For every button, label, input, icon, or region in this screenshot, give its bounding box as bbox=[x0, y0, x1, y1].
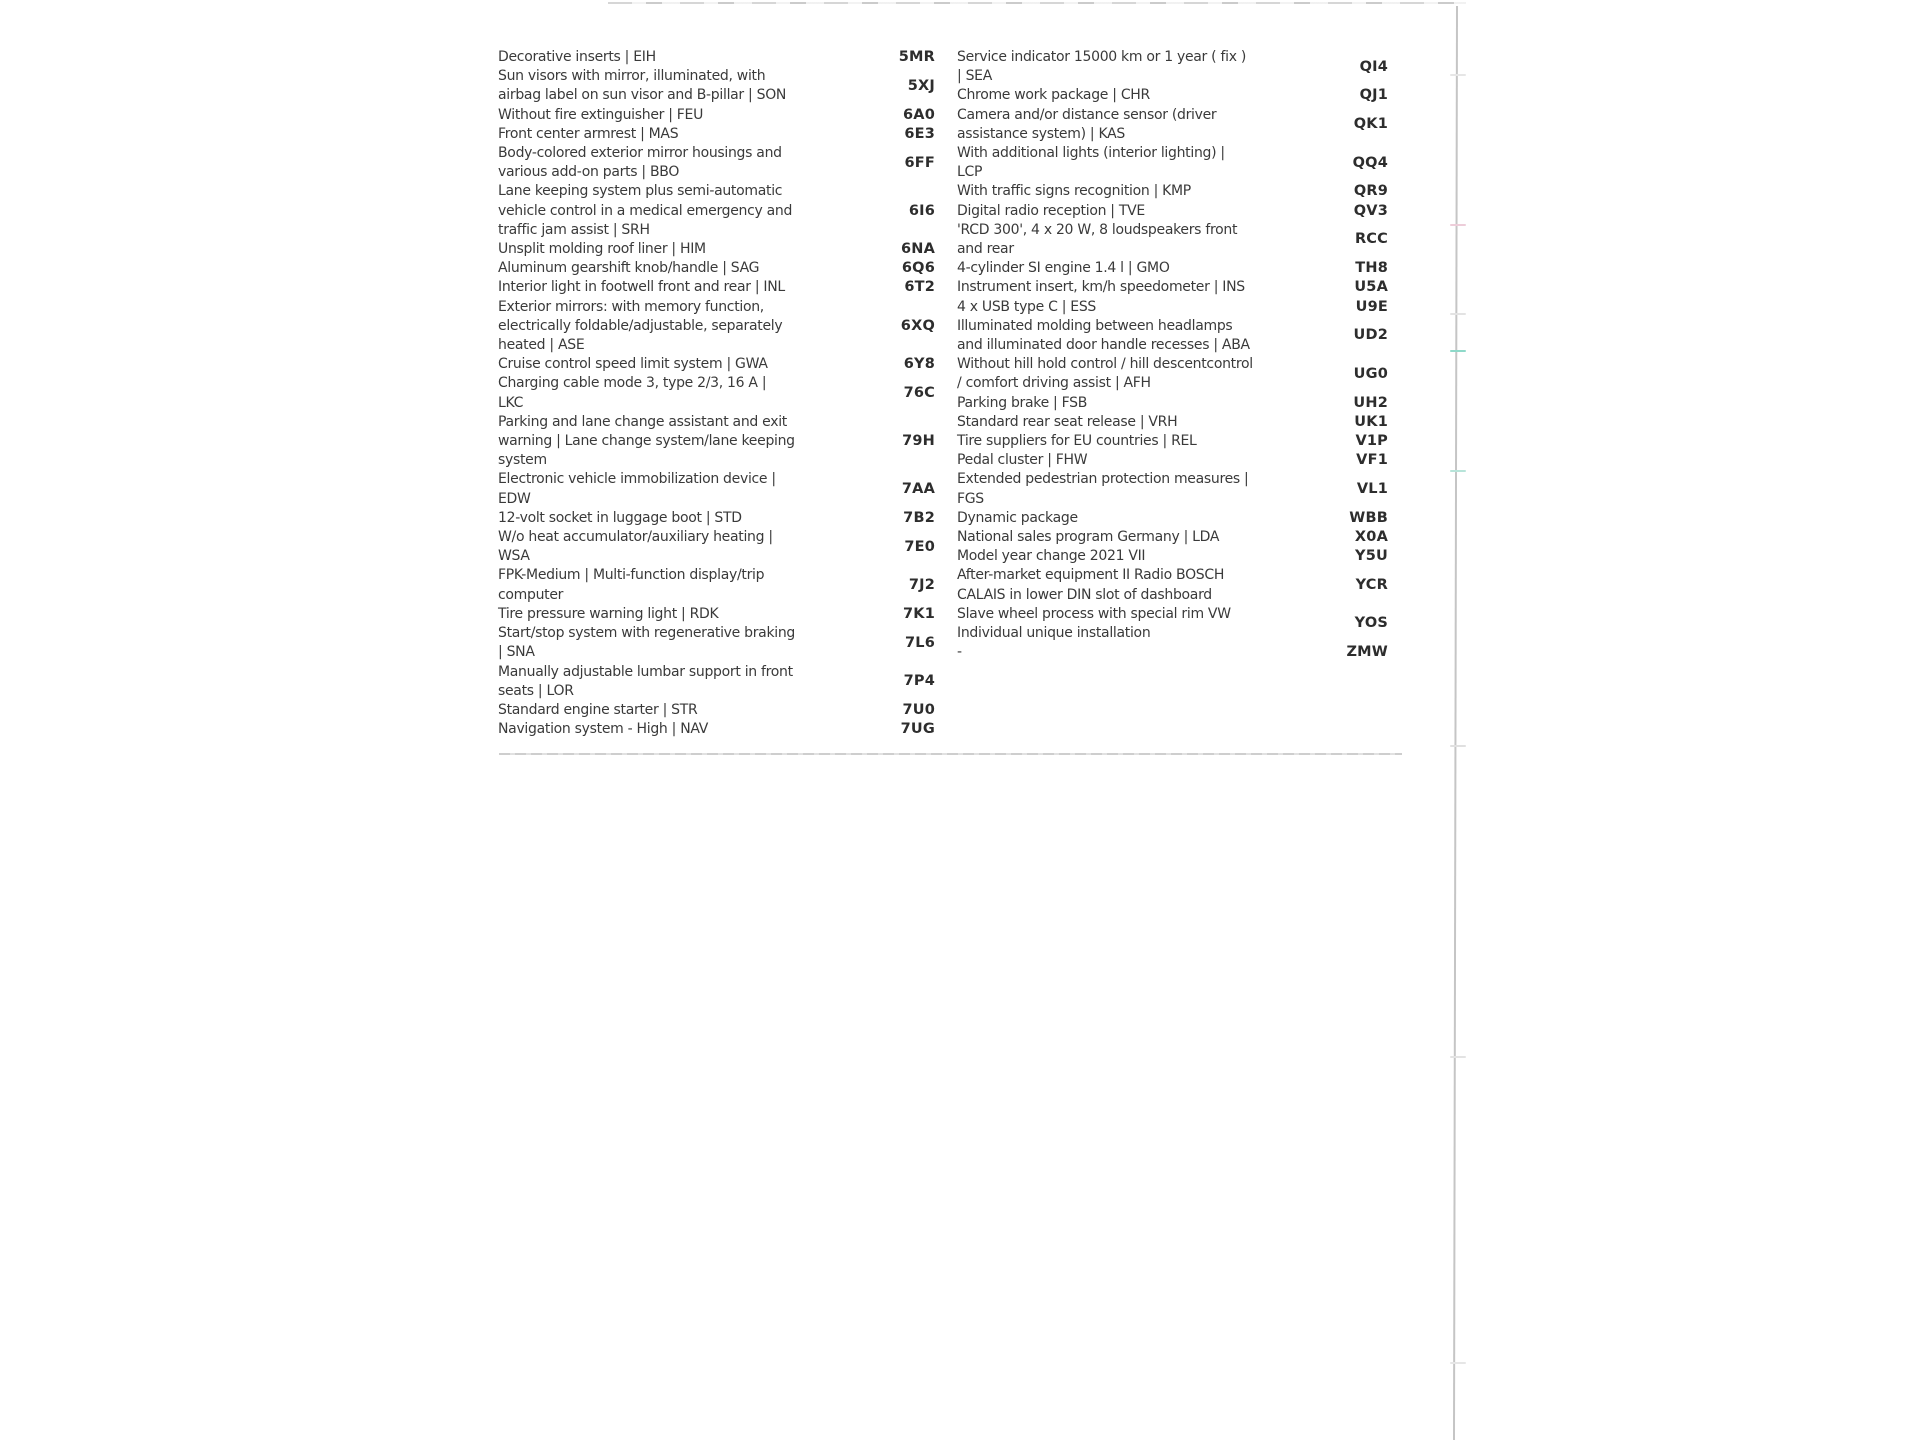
equipment-row bbox=[957, 413, 1388, 432]
equipment-row bbox=[498, 566, 935, 604]
equipment-row bbox=[957, 528, 1388, 547]
option-description-line: and rear bbox=[957, 241, 1014, 258]
option-code: 7P4 bbox=[903, 673, 935, 690]
option-code: UG0 bbox=[1353, 365, 1388, 382]
option-description bbox=[498, 566, 844, 604]
equipment-row bbox=[957, 86, 1388, 105]
equipment-row bbox=[498, 125, 935, 144]
option-code: 5MR bbox=[898, 49, 935, 65]
option-description-line: Pedal cluster | FHW bbox=[957, 452, 1088, 469]
option-description-line: 12-volt socket in luggage boot | STD bbox=[498, 509, 742, 526]
option-code: U5A bbox=[1354, 279, 1388, 296]
option-code: TH8 bbox=[1355, 260, 1388, 277]
option-description bbox=[498, 298, 844, 356]
option-description-line: - bbox=[957, 644, 962, 661]
option-description-line: Standard engine starter | STR bbox=[498, 701, 698, 718]
option-description bbox=[957, 106, 1309, 144]
equipment-row bbox=[498, 528, 935, 566]
option-description-line: seats | LOR bbox=[498, 682, 574, 699]
option-code: Y5U bbox=[1355, 548, 1388, 565]
option-description-line: warning | Lane change system/lane keeping bbox=[498, 433, 795, 450]
option-description-line: Front center armrest | MAS bbox=[498, 125, 679, 142]
option-description bbox=[957, 278, 1309, 297]
option-description bbox=[957, 432, 1309, 451]
option-description bbox=[498, 624, 844, 662]
option-code: U9E bbox=[1355, 298, 1388, 315]
option-description bbox=[957, 48, 1309, 86]
option-description-line: Parking brake | FSB bbox=[957, 394, 1088, 411]
option-code: 7B2 bbox=[903, 509, 935, 526]
option-description bbox=[498, 701, 844, 720]
option-description-line: Illuminated molding between headlamps bbox=[957, 317, 1233, 334]
option-description-line: Start/stop system with regenerative braking bbox=[498, 625, 796, 642]
equipment-row bbox=[498, 259, 935, 278]
option-code: WBB bbox=[1349, 509, 1388, 526]
option-code: QR9 bbox=[1353, 183, 1388, 200]
option-description bbox=[957, 643, 1309, 662]
equipment-row bbox=[957, 643, 1388, 662]
option-description-line: Cruise control speed limit system | GWA bbox=[498, 356, 768, 373]
option-description bbox=[498, 240, 844, 259]
option-description-line: Exterior mirrors: with memory function, bbox=[498, 298, 764, 315]
option-code: 5XJ bbox=[907, 77, 935, 94]
option-code: 7U0 bbox=[902, 701, 935, 718]
equipment-row bbox=[498, 509, 935, 528]
option-description bbox=[957, 470, 1309, 508]
option-description bbox=[498, 144, 844, 182]
page-fold-line bbox=[1453, 6, 1458, 1440]
option-code: QV3 bbox=[1353, 202, 1388, 219]
option-description-line: Charging cable mode 3, type 2/3, 16 A | bbox=[498, 375, 767, 392]
equipment-row bbox=[498, 663, 935, 701]
option-description-line: | SEA bbox=[957, 68, 992, 85]
option-code: 6Y8 bbox=[903, 356, 935, 373]
option-description-line: EDW bbox=[498, 490, 531, 507]
equipment-table-left bbox=[498, 48, 935, 739]
equipment-row bbox=[957, 259, 1388, 278]
option-code: 6Q6 bbox=[901, 260, 935, 277]
option-description bbox=[957, 451, 1309, 470]
option-description bbox=[498, 125, 844, 144]
option-description-line: After-market equipment II Radio BOSCH bbox=[957, 567, 1225, 584]
equipment-row bbox=[957, 106, 1388, 144]
option-description-line: Parking and lane change assistant and exit bbox=[498, 413, 787, 430]
option-description-line: Decorative inserts | EIH bbox=[498, 49, 656, 65]
scan-tick-artifact bbox=[1450, 1362, 1466, 1364]
equipment-row bbox=[957, 221, 1388, 259]
scan-tick-artifact bbox=[1450, 74, 1466, 76]
option-description-line: Body-colored exterior mirror housings and bbox=[498, 145, 782, 162]
equipment-row bbox=[498, 278, 935, 297]
option-description-line: With traffic signs recognition | KMP bbox=[957, 183, 1191, 200]
equipment-row bbox=[957, 317, 1388, 355]
option-description bbox=[957, 605, 1309, 643]
option-description-line: various add-on parts | BBO bbox=[498, 164, 680, 181]
option-code: YCR bbox=[1355, 577, 1388, 594]
equipment-row bbox=[957, 547, 1388, 566]
option-code: VF1 bbox=[1356, 452, 1388, 469]
option-description-line: electrically foldable/adjustable, separately bbox=[498, 317, 783, 334]
option-description-line: Tire pressure warning light | RDK bbox=[498, 605, 719, 622]
option-description-line: Digital radio reception | TVE bbox=[957, 202, 1145, 219]
option-description bbox=[957, 144, 1309, 182]
option-description-line: Navigation system - High | NAV bbox=[498, 721, 709, 738]
scan-tick-artifact bbox=[1450, 1056, 1466, 1058]
option-description-line: FGS bbox=[957, 490, 984, 507]
option-description-line: National sales program Germany | LDA bbox=[957, 529, 1220, 546]
option-description bbox=[498, 720, 844, 739]
option-code: 6A0 bbox=[902, 106, 935, 123]
option-description bbox=[498, 106, 844, 125]
option-code: 79H bbox=[902, 433, 935, 450]
option-code: 7L6 bbox=[904, 634, 935, 651]
equipment-row bbox=[498, 67, 935, 105]
option-description-line: Service indicator 15000 km or 1 year ( fix ) bbox=[957, 49, 1246, 65]
horizontal-separator-line bbox=[499, 753, 1402, 755]
option-description-line: Dynamic package bbox=[957, 509, 1078, 526]
option-code: 7J2 bbox=[908, 577, 935, 594]
option-description-line: WSA bbox=[498, 548, 530, 565]
option-description bbox=[957, 355, 1309, 393]
option-description-line: Interior light in footwell front and rear | INL bbox=[498, 279, 785, 296]
option-description bbox=[957, 528, 1309, 547]
equipment-row bbox=[957, 394, 1388, 413]
option-description bbox=[957, 509, 1309, 528]
scan-edge-artifact-top bbox=[608, 2, 1466, 4]
option-description-line: 'RCD 300', 4 x 20 W, 8 loudspeakers front bbox=[957, 221, 1238, 238]
option-description bbox=[957, 413, 1309, 432]
option-description bbox=[957, 547, 1309, 566]
option-code: 6T2 bbox=[904, 279, 935, 296]
option-description-line: Manually adjustable lumbar support in front bbox=[498, 663, 793, 680]
option-description bbox=[498, 470, 844, 508]
option-description bbox=[498, 528, 844, 566]
option-description-line: FPK-Medium | Multi-function display/trip bbox=[498, 567, 765, 584]
equipment-row bbox=[957, 566, 1388, 604]
option-description bbox=[498, 374, 844, 412]
equipment-row bbox=[498, 298, 935, 356]
option-description-line: Individual unique installation bbox=[957, 625, 1151, 642]
option-description-line: traffic jam assist | SRH bbox=[498, 221, 650, 238]
option-description bbox=[957, 182, 1309, 201]
equipment-row bbox=[957, 278, 1388, 297]
option-description bbox=[957, 317, 1309, 355]
equipment-row bbox=[957, 182, 1388, 201]
option-code: 7UG bbox=[900, 721, 935, 738]
option-description-line: Electronic vehicle immobilization device | bbox=[498, 471, 776, 488]
option-code: 6E3 bbox=[904, 125, 935, 142]
option-code: X0A bbox=[1354, 529, 1388, 546]
option-description bbox=[957, 86, 1309, 105]
option-description-line: Extended pedestrian protection measures | bbox=[957, 471, 1249, 488]
equipment-row bbox=[957, 451, 1388, 470]
option-description bbox=[498, 48, 844, 67]
option-description bbox=[957, 566, 1309, 604]
option-code: 6FF bbox=[904, 154, 935, 171]
option-code: QQ4 bbox=[1352, 154, 1388, 171]
option-code: RCC bbox=[1354, 231, 1388, 248]
option-description-line: With additional lights (interior lighting) | bbox=[957, 145, 1225, 162]
option-description-line: Tire suppliers for EU countries | REL bbox=[957, 433, 1197, 450]
option-code: VL1 bbox=[1356, 481, 1388, 498]
option-description-line: computer bbox=[498, 586, 564, 603]
equipment-row bbox=[957, 470, 1388, 508]
option-description-line: / comfort driving assist | AFH bbox=[957, 375, 1151, 392]
option-code: 7E0 bbox=[904, 538, 935, 555]
option-description-line: 4-cylinder SI engine 1.4 l | GMO bbox=[957, 260, 1170, 277]
equipment-row bbox=[498, 144, 935, 182]
equipment-row bbox=[498, 720, 935, 739]
equipment-row bbox=[957, 48, 1388, 86]
option-code: 76C bbox=[903, 385, 935, 402]
option-description-line: LCP bbox=[957, 164, 983, 181]
option-description-line: Instrument insert, km/h speedometer | INS bbox=[957, 279, 1245, 296]
option-code: QJ1 bbox=[1359, 87, 1388, 104]
option-description-line: and illuminated door handle recesses | ABA bbox=[957, 337, 1250, 354]
option-description-line: 4 x USB type C | ESS bbox=[957, 298, 1097, 315]
option-description-line: Sun visors with mirror, illuminated, with bbox=[498, 68, 766, 85]
option-description-line: LKC bbox=[498, 394, 524, 411]
option-description bbox=[498, 355, 844, 374]
option-description-line: CALAIS in lower DIN slot of dashboard bbox=[957, 586, 1212, 603]
equipment-row bbox=[957, 509, 1388, 528]
option-description-line: Unsplit molding roof liner | HIM bbox=[498, 241, 706, 258]
scan-tick-artifact bbox=[1450, 470, 1466, 472]
option-description bbox=[498, 663, 844, 701]
option-code: UH2 bbox=[1353, 394, 1388, 411]
equipment-row bbox=[957, 355, 1388, 393]
equipment-row bbox=[957, 298, 1388, 317]
option-description bbox=[498, 605, 844, 624]
option-code: QI4 bbox=[1359, 58, 1388, 75]
option-code: 6I6 bbox=[908, 202, 935, 219]
scan-tick-artifact bbox=[1450, 350, 1466, 352]
option-description bbox=[498, 413, 844, 471]
scan-tick-artifact bbox=[1450, 745, 1466, 747]
option-description bbox=[498, 67, 844, 105]
option-description bbox=[957, 221, 1309, 259]
option-description-line: airbag label on sun visor and B-pillar | SON bbox=[498, 87, 787, 104]
option-description-line: Lane keeping system plus semi-automatic bbox=[498, 183, 783, 200]
equipment-row bbox=[498, 624, 935, 662]
option-description-line: Model year change 2021 VII bbox=[957, 548, 1146, 565]
equipment-row bbox=[498, 355, 935, 374]
equipment-row bbox=[957, 605, 1388, 643]
option-description-line: | SNA bbox=[498, 644, 535, 661]
option-description bbox=[498, 278, 844, 297]
option-description-line: Chrome work package | CHR bbox=[957, 87, 1150, 104]
option-code: ZMW bbox=[1346, 644, 1388, 661]
option-description-line: W/o heat accumulator/auxiliary heating | bbox=[498, 529, 773, 546]
option-description-line: vehicle control in a medical emergency and bbox=[498, 202, 793, 219]
equipment-row bbox=[498, 470, 935, 508]
option-description bbox=[957, 298, 1309, 317]
option-code: QK1 bbox=[1353, 116, 1388, 133]
option-description-line: Without fire extinguisher | FEU bbox=[498, 106, 704, 123]
option-code: YOS bbox=[1354, 615, 1388, 632]
option-description-line: Slave wheel process with special rim VW bbox=[957, 605, 1231, 622]
equipment-row bbox=[498, 240, 935, 259]
option-description-line: Without hill hold control / hill descentcontrol bbox=[957, 356, 1253, 373]
equipment-row bbox=[498, 48, 935, 67]
option-description bbox=[498, 259, 844, 278]
option-code: UK1 bbox=[1354, 413, 1388, 430]
equipment-row bbox=[498, 701, 935, 720]
option-description bbox=[498, 182, 844, 240]
option-description-line: system bbox=[498, 452, 547, 469]
equipment-row bbox=[957, 144, 1388, 182]
equipment-row bbox=[957, 202, 1388, 221]
option-description-line: Camera and/or distance sensor (driver bbox=[957, 106, 1217, 123]
equipment-row bbox=[957, 432, 1388, 451]
option-description bbox=[957, 202, 1309, 221]
option-code: 6NA bbox=[900, 241, 935, 258]
equipment-row bbox=[498, 374, 935, 412]
option-code: V1P bbox=[1355, 433, 1388, 450]
equipment-row bbox=[498, 413, 935, 471]
scan-tick-artifact bbox=[1450, 313, 1466, 315]
option-description-line: Aluminum gearshift knob/handle | SAG bbox=[498, 260, 760, 277]
option-description bbox=[498, 509, 844, 528]
option-description-line: assistance system) | KAS bbox=[957, 125, 1125, 142]
option-code: 7AA bbox=[901, 481, 935, 498]
option-description-line: Standard rear seat release | VRH bbox=[957, 413, 1178, 430]
equipment-row bbox=[498, 605, 935, 624]
option-description-line: heated | ASE bbox=[498, 337, 585, 354]
option-description bbox=[957, 394, 1309, 413]
option-code: 7K1 bbox=[902, 605, 935, 622]
option-description bbox=[957, 259, 1309, 278]
scan-tick-artifact bbox=[1450, 224, 1466, 226]
option-code: 6XQ bbox=[900, 317, 935, 334]
equipment-row bbox=[498, 182, 935, 240]
equipment-table-right bbox=[957, 48, 1388, 663]
equipment-row bbox=[498, 106, 935, 125]
option-code: UD2 bbox=[1353, 327, 1388, 344]
